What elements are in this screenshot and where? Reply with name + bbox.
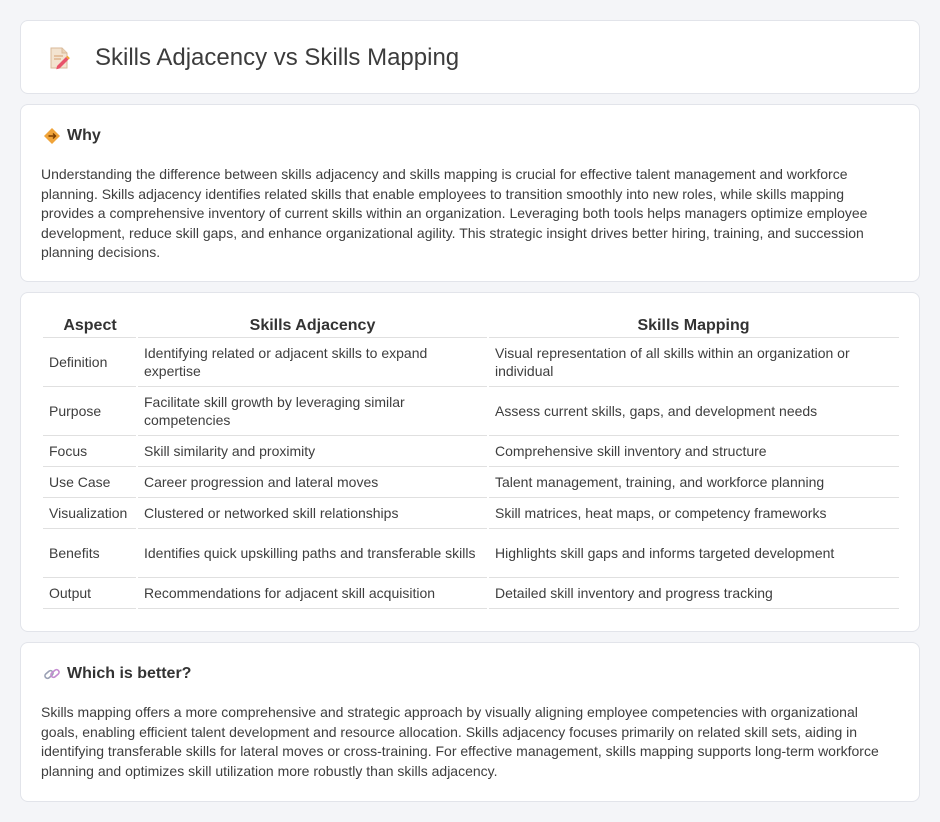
- cell-mapping: Talent management, training, and workforce planning: [488, 466, 899, 497]
- cell-aspect: Focus: [43, 435, 137, 466]
- header-skills-adjacency: Skills Adjacency: [137, 315, 488, 337]
- why-heading-label: Why: [67, 127, 101, 144]
- header-aspect: Aspect: [43, 315, 137, 337]
- cell-aspect: Definition: [43, 337, 137, 386]
- comparison-section: [20, 292, 920, 632]
- cell-mapping: Detailed skill inventory and progress tracking: [488, 577, 899, 608]
- table-row: [43, 386, 899, 435]
- cell-adjacency: Career progression and lateral moves: [137, 466, 488, 497]
- cell-adjacency: Recommendations for adjacent skill acquisition: [137, 577, 488, 608]
- cell-mapping: Visual representation of all skills within an organization or individual: [488, 337, 899, 386]
- why-text: Understanding the difference between skills adjacency and skills mapping is crucial for effective talent management and workforce planning. Skills adjacency identifies related skills that enable employees to transition smoothly into new roles, while skills mapping provides a comprehensive inventory of current skills within an organization. Leveraging both tools helps managers optimize employee development, reduce skill gaps, and enhance organizational agility. This strategic insight drives better hiring, training, and succession planning decisions.: [41, 166, 868, 261]
- cell-mapping: Skill matrices, heat maps, or competency frameworks: [488, 497, 899, 528]
- cell-adjacency: Identifying related or adjacent skills to expand expertise: [137, 337, 488, 386]
- cell-adjacency: Identifies quick upskilling paths and transferable skills: [137, 528, 488, 577]
- table-row: [43, 528, 899, 577]
- cell-mapping: Comprehensive skill inventory and structure: [488, 435, 899, 466]
- table-row: [43, 466, 899, 497]
- better-heading: [43, 665, 191, 683]
- page-title: Skills Adjacency vs Skills Mapping: [95, 44, 460, 71]
- cell-aspect: Purpose: [43, 386, 137, 435]
- cell-adjacency: Skill similarity and proximity: [137, 435, 488, 466]
- which-is-better-section: [20, 642, 920, 802]
- table-row: [43, 337, 899, 386]
- comparison-table: [43, 315, 899, 609]
- cell-aspect: Visualization: [43, 497, 137, 528]
- cell-aspect: Use Case: [43, 466, 137, 497]
- table-header-row: [43, 315, 899, 337]
- table-row: [43, 497, 899, 528]
- cell-adjacency: Facilitate skill growth by leveraging similar competencies: [137, 386, 488, 435]
- document-pencil-icon: [45, 44, 73, 72]
- why-heading: [43, 127, 101, 145]
- better-text: Skills mapping offers a more comprehensive and strategic approach by visually aligning employee competencies with organizational goals, enabling efficient talent development and resource allocation. Skills adjacency focuses primarily on related skill sets, aiding in identifying transferable skills for lateral moves or cross-training. For effective management, skills mapping supports long-term workforce planning and optimizes skill utilization more robustly than skills adjacency.: [41, 704, 879, 779]
- link-icon: [43, 665, 61, 683]
- cell-mapping: Assess current skills, gaps, and development needs: [488, 386, 899, 435]
- diamond-arrows-icon: [43, 127, 61, 145]
- title-bar: [45, 21, 459, 95]
- cell-aspect: Output: [43, 577, 137, 608]
- why-section: [20, 104, 920, 282]
- better-heading-label: Which is better?: [67, 665, 192, 682]
- cell-mapping: Highlights skill gaps and informs targeted development: [488, 528, 899, 577]
- table-row: [43, 435, 899, 466]
- header-skills-mapping: Skills Mapping: [488, 315, 899, 337]
- cell-adjacency: Clustered or networked skill relationships: [137, 497, 488, 528]
- title-card: [20, 20, 920, 94]
- table-row: [43, 577, 899, 608]
- cell-aspect: Benefits: [43, 528, 137, 577]
